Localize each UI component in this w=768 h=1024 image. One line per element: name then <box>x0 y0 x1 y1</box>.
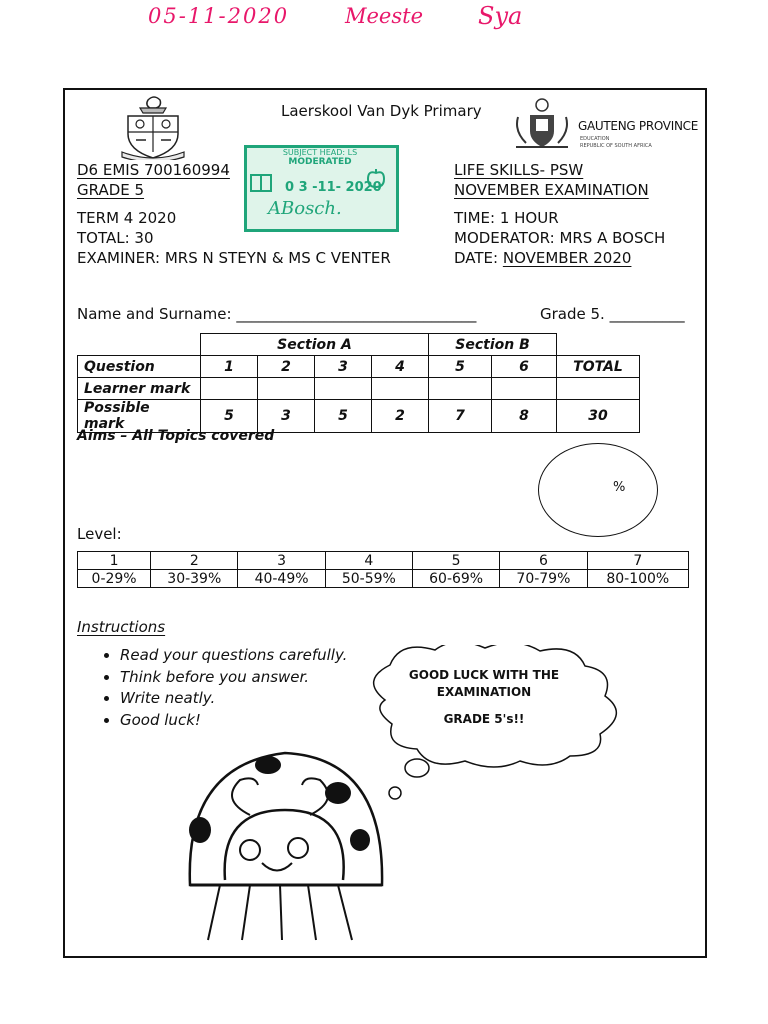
exam-label: NOVEMBER EXAMINATION <box>454 181 649 199</box>
level-range: 80-100% <box>587 570 688 588</box>
marks-table <box>77 333 640 433</box>
ladybug-illustration <box>180 745 390 945</box>
cell: 3 <box>258 400 315 433</box>
section-a-header: Section A <box>201 334 429 356</box>
level-number: 6 <box>500 552 587 570</box>
row-label: Possible mark <box>78 400 201 433</box>
level-range: 40-49% <box>238 570 325 588</box>
level-number: 5 <box>412 552 499 570</box>
name-surname-line <box>77 304 476 324</box>
learner-mark-cell[interactable] <box>429 378 492 400</box>
learner-mark-cell[interactable] <box>258 378 315 400</box>
grade-fill-line <box>540 304 685 324</box>
instruction-item: • Good luck! <box>120 710 347 732</box>
handwritten-date: 05-11-2020 <box>148 4 290 28</box>
row-label: Question <box>78 356 201 378</box>
cell: 2 <box>372 400 429 433</box>
stamp-apple-icon <box>366 167 386 189</box>
cell: 7 <box>429 400 492 433</box>
coat-of-arms-logo <box>512 95 572 153</box>
row-label: Learner mark <box>78 378 201 400</box>
stamp-moderated: MODERATED <box>288 157 352 167</box>
cloud-line-1: GOOD LUCK WITH THE <box>408 668 560 682</box>
marks-row-learner <box>78 378 640 400</box>
aims-text: Aims – All Topics covered <box>77 428 275 444</box>
instruction-item: • Write neatly. <box>120 688 347 710</box>
level-range: 70-79% <box>500 570 587 588</box>
cloud-line-3: GRADE 5's!! <box>443 712 525 726</box>
cell: 2 <box>258 356 315 378</box>
handwritten-note: Meeste <box>345 4 424 28</box>
instructions-list <box>98 645 347 731</box>
level-range: 50-59% <box>325 570 412 588</box>
time-label: TIME: 1 HOUR <box>454 209 559 227</box>
level-number: 2 <box>151 552 238 570</box>
learner-mark-cell[interactable] <box>372 378 429 400</box>
level-number-row <box>78 552 689 570</box>
total-label: TOTAL: 30 <box>77 229 154 247</box>
moderator-label: MODERATOR: MRS A BOSCH <box>454 229 666 247</box>
handwritten-initials: Sya <box>478 2 523 30</box>
grade-label: GRADE 5 <box>77 181 145 199</box>
instruction-item: • Read your questions carefully. <box>120 645 347 667</box>
level-range: 0-29% <box>78 570 151 588</box>
learner-mark-cell[interactable] <box>492 378 557 400</box>
stamp-book-icon <box>249 172 273 194</box>
school-name: Laerskool Van Dyk Primary <box>281 102 482 120</box>
grade-fill-label: Grade 5. <box>540 305 610 323</box>
date-line <box>454 248 631 268</box>
level-table <box>77 551 689 588</box>
total-header: TOTAL <box>557 356 640 378</box>
emis-number: D6 EMIS 700160994 <box>77 161 230 179</box>
name-surname-label: Name and Surname: <box>77 305 237 323</box>
date-value: NOVEMBER 2020 <box>502 249 632 267</box>
section-b-header: Section B <box>429 334 557 356</box>
cell: 6 <box>492 356 557 378</box>
possible-total-cell: 30 <box>557 400 640 433</box>
grade-fill-blank: __________ <box>609 305 685 323</box>
cell: 5 <box>315 400 372 433</box>
level-number: 7 <box>587 552 688 570</box>
subject-label: LIFE SKILLS- PSW <box>454 161 584 179</box>
cell: 5 <box>201 400 258 433</box>
province-sub2: REPUBLIC OF SOUTH AFRICA <box>580 143 652 149</box>
learner-mark-cell[interactable] <box>315 378 372 400</box>
cell: 5 <box>429 356 492 378</box>
marks-section-row <box>78 334 640 356</box>
province-name: GAUTENG PROVINCE <box>578 119 698 133</box>
school-crest-logo <box>118 92 188 160</box>
cell: 3 <box>315 356 372 378</box>
level-range-row <box>78 570 689 588</box>
marks-row-question <box>78 356 640 378</box>
cloud-line-2: EXAMINATION <box>436 685 532 699</box>
name-surname-blank: ________________________________ <box>236 305 477 323</box>
term-label: TERM 4 2020 <box>77 209 177 227</box>
examiner-label: EXAMINER: MRS N STEYN & MS C VENTER <box>77 249 391 267</box>
level-range: 30-39% <box>151 570 238 588</box>
level-number: 1 <box>78 552 151 570</box>
percent-symbol: % <box>613 480 626 495</box>
stamp-date: 0 3 -11- 2020 <box>285 180 382 195</box>
level-number: 4 <box>325 552 412 570</box>
level-number: 3 <box>238 552 325 570</box>
cell: 8 <box>492 400 557 433</box>
learner-total-cell[interactable] <box>557 378 640 400</box>
percentage-oval[interactable] <box>538 443 658 537</box>
cell: 1 <box>201 356 258 378</box>
instructions-heading: Instructions <box>77 618 166 636</box>
date-label: DATE: <box>454 249 503 267</box>
cell: 4 <box>372 356 429 378</box>
learner-mark-cell[interactable] <box>201 378 258 400</box>
level-label: Level: <box>77 525 122 543</box>
stamp-subject-head: SUBJECT HEAD: LS <box>282 148 358 157</box>
level-range: 60-69% <box>412 570 499 588</box>
province-sub1: EDUCATION <box>580 136 610 142</box>
stamp-signature: ABosch. <box>268 198 342 219</box>
instruction-item: • Think before you answer. <box>120 667 347 689</box>
